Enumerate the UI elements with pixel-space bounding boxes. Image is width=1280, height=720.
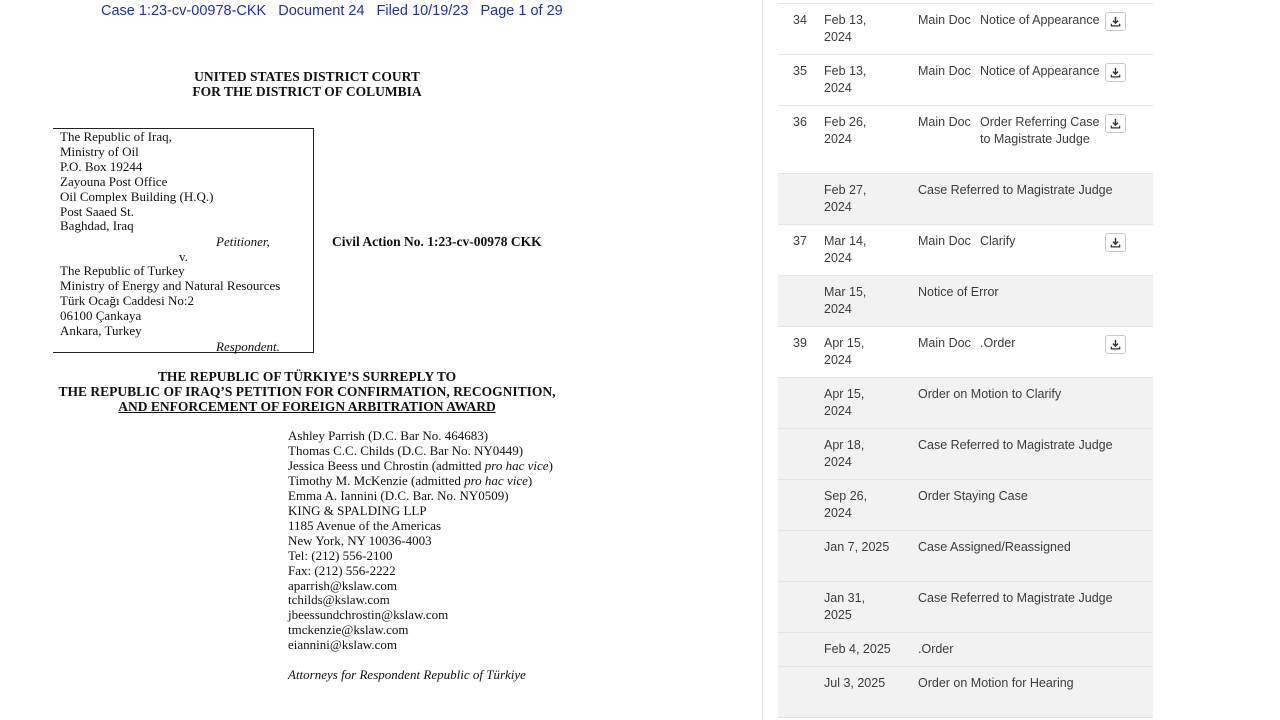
versus-text: v. — [179, 249, 188, 264]
header-page-count: Page 1 of 29 — [480, 3, 563, 19]
petitioner-line: Oil Complex Building (H.Q.) — [60, 188, 214, 204]
docket-entry-date: Feb 4, 2025 — [824, 642, 891, 656]
document-title — [0, 369, 614, 414]
download-icon — [1110, 118, 1121, 129]
download-button[interactable] — [1105, 12, 1126, 31]
court-name: UNITED STATES DISTRICT COURT — [194, 69, 420, 84]
docket-entry-number: 35 — [793, 64, 807, 78]
docket-entry-number: 36 — [793, 115, 807, 129]
attorney-line: Jessica Beess und Chrostin (admitted pro hac vice) — [288, 457, 553, 473]
attorney-line: Timothy M. McKenzie (admitted pro hac vice) — [288, 472, 533, 488]
docket-entry-date: Feb 26, 2024 — [824, 115, 867, 146]
download-icon — [1110, 237, 1121, 248]
download-button[interactable] — [1105, 63, 1126, 82]
docket-entry-number: 39 — [793, 336, 807, 350]
header-document-number: Document 24 — [278, 3, 365, 19]
respondent-line: Ministry of Energy and Natural Resources — [60, 277, 281, 293]
docket-row — [778, 55, 1153, 106]
docket-entry-description: Case Referred to Magistrate Judge — [918, 591, 1113, 605]
docket-table — [778, 3, 1153, 718]
attorney-signature-block — [288, 429, 553, 653]
docket-row — [778, 327, 1153, 378]
download-icon — [1110, 339, 1121, 350]
docket-entry-description: Case Referred to Magistrate Judge — [918, 438, 1113, 452]
petitioner-role: Petitioner, — [216, 234, 270, 249]
petitioner-line: The Republic of Iraq, — [60, 129, 172, 144]
docket-entry-description: Case Assigned/Reassigned — [918, 540, 1071, 554]
docket-entry-date: Mar 15, 2024 — [824, 285, 867, 316]
attorney-line: 1185 Avenue of the Americas — [288, 517, 442, 533]
docket-entry-description: Notice of Appearance — [980, 64, 1100, 78]
title-line-2: THE REPUBLIC OF IRAQ’S PETITION FOR CONFIRMATION, RECOGNITION, — [58, 384, 556, 399]
docket-row — [778, 480, 1153, 531]
docket-entry-date: Mar 14, 2024 — [824, 234, 867, 265]
docket-row — [778, 106, 1153, 174]
download-button[interactable] — [1105, 233, 1126, 252]
attorney-line: Ashley Parrish (D.C. Bar No. 464683) — [288, 428, 489, 443]
respondent-block — [60, 264, 280, 339]
header-filed-date: Filed 10/19/23 — [376, 3, 469, 19]
respondent-line: Ankara, Turkey — [60, 322, 142, 338]
docket-entry-description: .Order — [980, 336, 1016, 350]
attorney-line: tchilds@kslaw.com — [288, 592, 390, 608]
court-district: FOR THE DISTRICT OF COLUMBIA — [192, 84, 422, 99]
docket-entry-type: Main Doc — [918, 64, 971, 78]
docket-entry-type: Main Doc — [918, 13, 971, 27]
docket-row — [778, 667, 1153, 718]
respondent-role: Respondent. — [216, 339, 280, 354]
attorney-line: Fax: (212) 556-2222 — [288, 562, 396, 578]
title-line-3: AND ENFORCEMENT OF FOREIGN ARBITRATION AWARD — [118, 399, 496, 414]
docket-entry-date: Apr 15, 2024 — [824, 387, 865, 418]
respondent-line: The Republic of Turkey — [60, 263, 185, 278]
docket-row — [778, 276, 1153, 327]
docket-row — [778, 633, 1153, 667]
attorney-line: New York, NY 10036-4003 — [288, 532, 432, 548]
download-button[interactable] — [1105, 114, 1126, 133]
attorney-line: aparrish@kslaw.com — [288, 577, 397, 593]
docket-entry-date: Feb 27, 2024 — [824, 183, 867, 214]
docket-entry-description: Order on Motion to Clarify — [918, 387, 1062, 401]
title-line-1: THE REPUBLIC OF TÜRKIYE’S SURREPLY TO — [157, 369, 457, 384]
attorney-line: tmckenzie@kslaw.com — [288, 622, 409, 638]
respondent-line: Türk Ocağı Caddesi No:2 — [60, 292, 194, 308]
docket-row — [778, 225, 1153, 276]
docket-entry-date: Jan 7, 2025 — [824, 540, 890, 554]
docket-row — [778, 174, 1153, 225]
petitioner-line: Post Saaed St. — [60, 203, 135, 219]
docket-entry-description: Order on Motion for Hearing — [918, 676, 1074, 690]
download-icon — [1110, 67, 1121, 78]
docket-entry-number: 34 — [793, 13, 807, 27]
petitioner-line: Zayouna Post Office — [60, 173, 168, 189]
attorney-line: jbeessundchrostin@kslaw.com — [288, 607, 449, 623]
docket-entry-type: Main Doc — [918, 234, 971, 248]
civil-action-number: Civil Action No. 1:23-cv-00978 CKK — [332, 234, 542, 249]
docket-entry-date: Apr 18, 2024 — [824, 438, 865, 469]
docket-row — [778, 582, 1153, 633]
attorneys-for: Attorneys for Respondent Republic of Türkiye — [288, 667, 526, 682]
download-icon — [1110, 16, 1121, 27]
attorney-line: Tel: (212) 556-2100 — [288, 547, 393, 563]
attorney-line: eiannini@kslaw.com — [288, 637, 397, 653]
docket-entry-description: Notice of Error — [918, 285, 999, 299]
attorney-line: Thomas C.C. Childs (D.C. Bar No. NY0449) — [288, 442, 524, 458]
docket-entry-description: Clarify — [980, 234, 1016, 248]
docket-entry-description: .Order — [918, 642, 954, 656]
docket-entry-date: Feb 13, 2024 — [824, 64, 867, 95]
docket-entry-type: Main Doc — [918, 336, 971, 350]
docket-entry-date: Apr 15, 2024 — [824, 336, 865, 367]
docket-entry-number: 37 — [793, 234, 807, 248]
attorney-line: KING & SPALDING LLP — [288, 502, 427, 518]
ecf-header — [101, 3, 571, 19]
respondent-line: 06100 Çankaya — [60, 307, 142, 323]
petitioner-block — [60, 130, 213, 234]
petitioner-line: Ministry of Oil — [60, 143, 139, 159]
header-case-number: Case 1:23-cv-00978-CKK — [101, 3, 267, 19]
petitioner-line: P.O. Box 19244 — [60, 158, 143, 174]
download-button[interactable] — [1105, 335, 1126, 354]
court-caption — [0, 69, 614, 99]
docket-entry-type: Main Doc — [918, 115, 971, 129]
docket-entry-description: Case Referred to Magistrate Judge — [918, 183, 1113, 197]
docket-entry-date: Jan 31, 2025 — [824, 591, 866, 622]
docket-entry-date: Feb 13, 2024 — [824, 13, 867, 44]
docket-entry-description: Notice of Appearance — [980, 13, 1100, 27]
docket-entry-date: Sep 26, 2024 — [824, 489, 868, 520]
docket-row — [778, 531, 1153, 582]
docket-row — [778, 378, 1153, 429]
docket-entry-date: Jul 3, 2025 — [824, 676, 886, 690]
docket-entry-description: Order Referring Case to Magistrate Judge — [980, 115, 1100, 146]
docket-row — [778, 4, 1153, 55]
attorney-line: Emma A. Iannini (D.C. Bar. No. NY0509) — [288, 487, 509, 503]
docket-entry-description: Order Staying Case — [918, 489, 1028, 503]
docket-row — [778, 429, 1153, 480]
petitioner-line: Baghdad, Iraq — [60, 218, 134, 234]
panel-divider — [762, 0, 763, 720]
